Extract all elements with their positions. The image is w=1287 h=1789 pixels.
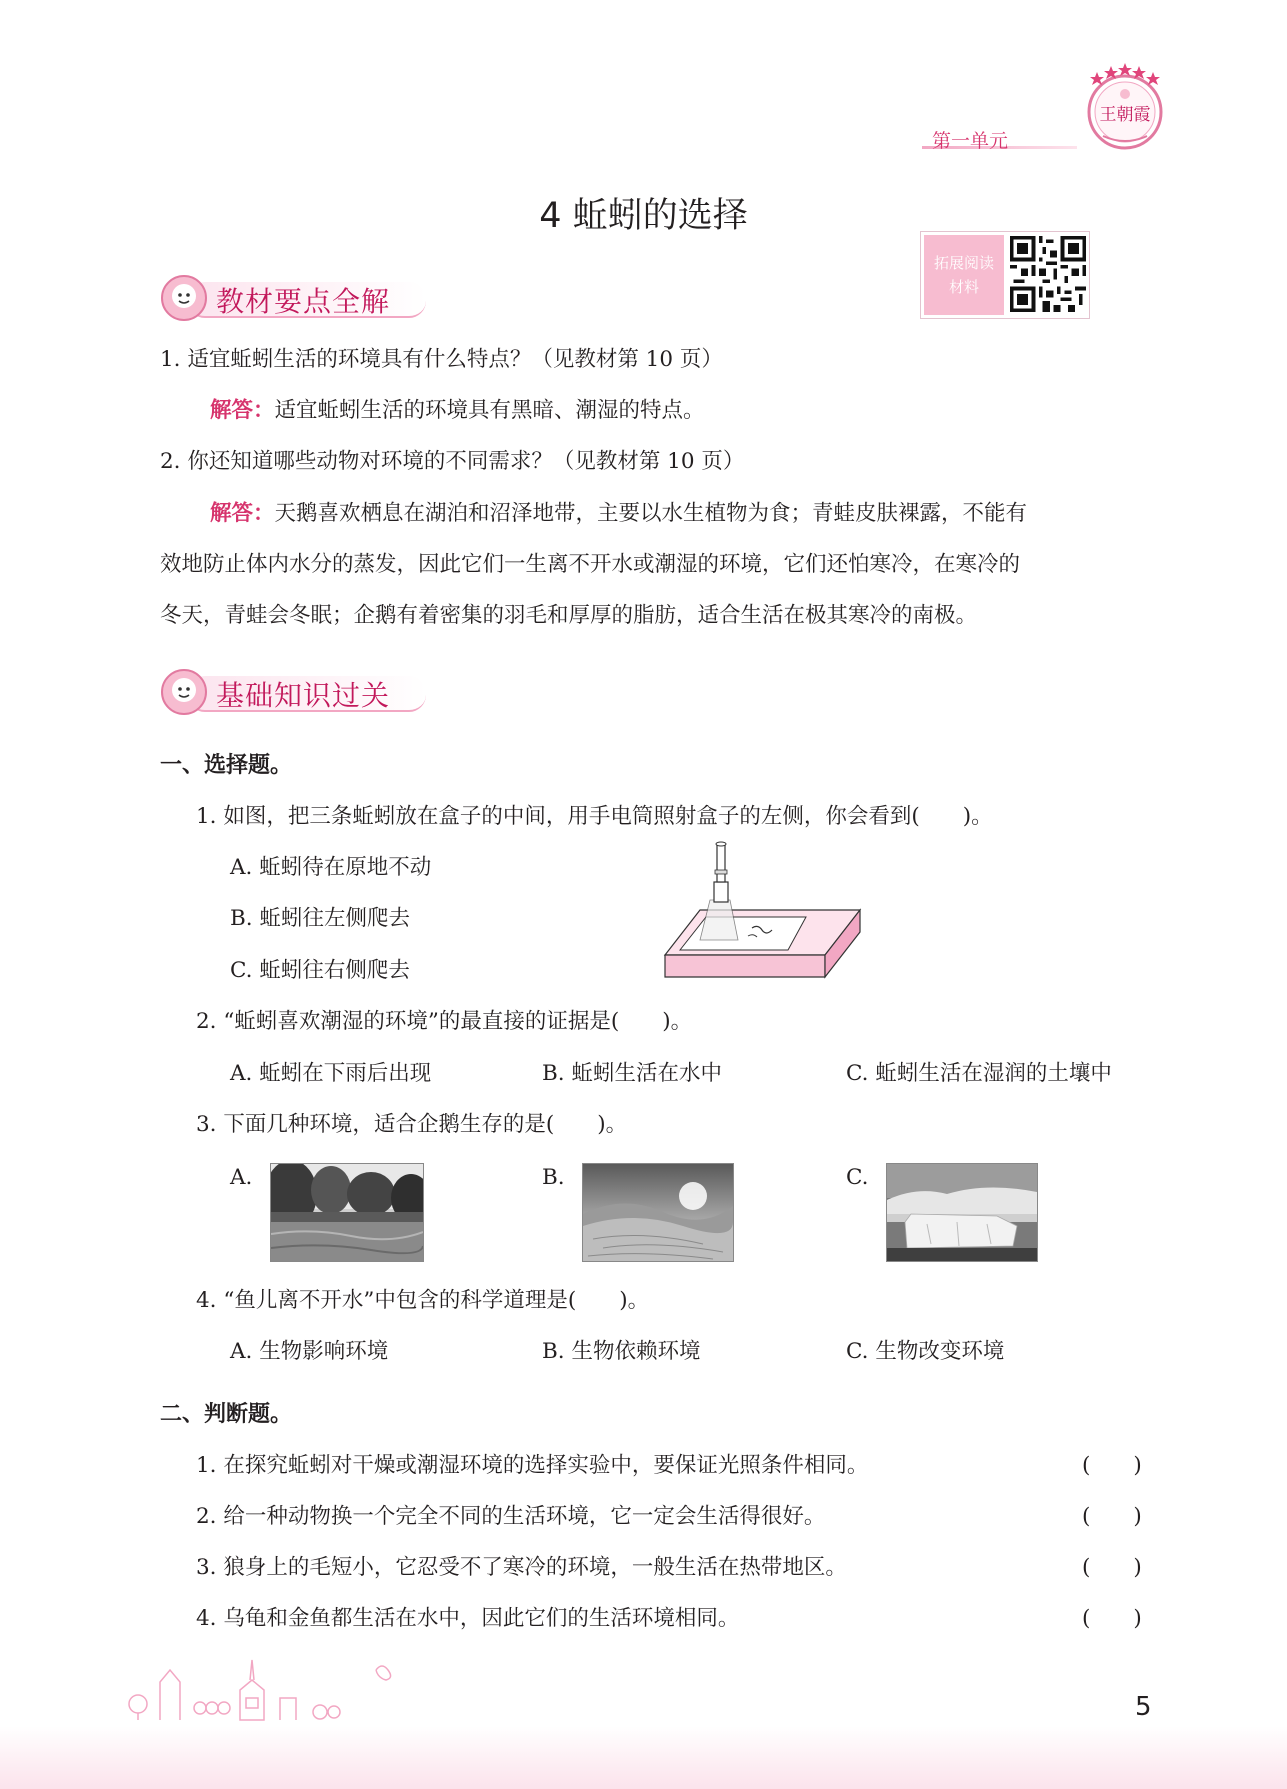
answer-text: 适宜蚯蚓生活的环境具有黑暗、潮湿的特点。 (274, 398, 705, 423)
judge-answer-blank-1[interactable]: ( ) (1082, 1453, 1142, 1478)
page-number: 5 (1135, 1692, 1152, 1722)
point-answer-1 (210, 396, 705, 426)
choice-q3: 3. 下面几种环境，适合企鹅生存的是( )。 (196, 1112, 628, 1137)
choice-q4-option-a[interactable]: A. 生物影响环境 (230, 1339, 389, 1364)
judge-heading: 二、判断题。 (160, 1402, 293, 1427)
judge-answer-blank-4[interactable]: ( ) (1082, 1606, 1142, 1631)
page-title: 4 蚯蚓的选择 (539, 196, 748, 236)
choice-q2-option-b[interactable]: B. 蚯蚓生活在水中 (542, 1061, 722, 1086)
choice-q3-option-c[interactable]: C. (846, 1165, 869, 1190)
choice-q2: 2. “蚯蚓喜欢潮湿的环境”的最直接的证据是( )。 (196, 1009, 693, 1034)
footer-band (0, 1726, 1287, 1789)
choice-q1-option-b[interactable]: B. 蚯蚓往左侧爬去 (230, 906, 410, 931)
photo-polar-ice (886, 1163, 1038, 1262)
choice-heading: 一、选择题。 (160, 753, 293, 778)
photo-desert-dunes (582, 1163, 734, 1262)
choice-q1-option-a[interactable]: A. 蚯蚓待在原地不动 (230, 855, 432, 880)
judge-item-2: 2. 给一种动物换一个完全不同的生活环境，它一定会生活得很好。 (196, 1504, 826, 1529)
section-banner-points (160, 272, 440, 324)
point-question-1: 1. 适宜蚯蚓生活的环境具有什么特点？（见教材第 10 页） (160, 347, 723, 372)
choice-q1-option-c[interactable]: C. 蚯蚓往右侧爬去 (230, 958, 410, 983)
section-banner-basics (160, 666, 440, 718)
answer-label: 解答： (210, 398, 275, 423)
footer-castle-decoration-icon (120, 1652, 420, 1722)
qr-extension-box[interactable] (920, 231, 1090, 319)
answer-text: 天鹅喜欢栖息在湖泊和沼泽地带，主要以水生植物为食；青蛙皮肤裸露，不能有 (274, 501, 1028, 526)
unit-label: 第一单元 (932, 130, 1009, 152)
flashlight-box-illustration (660, 840, 865, 980)
point-answer-2-line2: 效地防止体内水分的蒸发，因此它们一生离不开水或潮湿的环境，它们还怕寒冷，在寒冷的 (160, 552, 1021, 577)
section-title-points: 教材要点全解 (216, 285, 391, 318)
cartoon-badge-icon (160, 668, 208, 716)
choice-q2-option-a[interactable]: A. 蚯蚓在下雨后出现 (230, 1061, 432, 1086)
qr-label (924, 235, 1004, 315)
choice-q4: 4. “鱼儿离不开水”中包含的科学道理是( )。 (196, 1288, 650, 1313)
point-answer-2-line1 (210, 499, 1027, 529)
qr-label-line2: 材料 (948, 278, 979, 296)
point-question-2: 2. 你还知道哪些动物对环境的不同需求？（见教材第 10 页） (160, 449, 745, 474)
qr-code-icon[interactable] (1010, 236, 1086, 312)
judge-item-4: 4. 乌龟和金鱼都生活在水中，因此它们的生活环境相同。 (196, 1606, 740, 1631)
choice-q4-option-c[interactable]: C. 生物改变环境 (846, 1339, 1005, 1364)
judge-answer-blank-2[interactable]: ( ) (1082, 1504, 1142, 1529)
judge-item-1: 1. 在探究蚯蚓对干燥或潮湿环境的选择实验中，要保证光照条件相同。 (196, 1453, 869, 1478)
choice-q2-option-c[interactable]: C. 蚯蚓生活在湿润的土壤中 (846, 1061, 1112, 1086)
photo-lake-trees (270, 1163, 424, 1262)
judge-item-3: 3. 狼身上的毛短小，它忍受不了寒冷的环境，一般生活在热带地区。 (196, 1555, 847, 1580)
judge-answer-blank-3[interactable]: ( ) (1082, 1555, 1142, 1580)
brand-logo (1075, 60, 1175, 155)
choice-q1: 1. 如图，把三条蚯蚓放在盒子的中间，用手电筒照射盒子的左侧，你会看到( )。 (196, 804, 993, 829)
cartoon-badge-icon (160, 274, 208, 322)
qr-label-line1: 拓展阅读 (933, 254, 994, 272)
choice-q4-option-b[interactable]: B. 生物依赖环境 (542, 1339, 701, 1364)
choice-q3-option-b[interactable]: B. (542, 1165, 565, 1190)
choice-q3-option-a[interactable]: A. (230, 1165, 253, 1190)
section-title-basics: 基础知识过关 (216, 679, 391, 712)
answer-label: 解答： (210, 501, 275, 526)
point-answer-2-line3: 冬天，青蛙会冬眠；企鹅有着密集的羽毛和厚厚的脂肪，适合生活在极其寒冷的南极。 (160, 603, 978, 628)
logo-text: 王朝霞 (1099, 105, 1151, 125)
